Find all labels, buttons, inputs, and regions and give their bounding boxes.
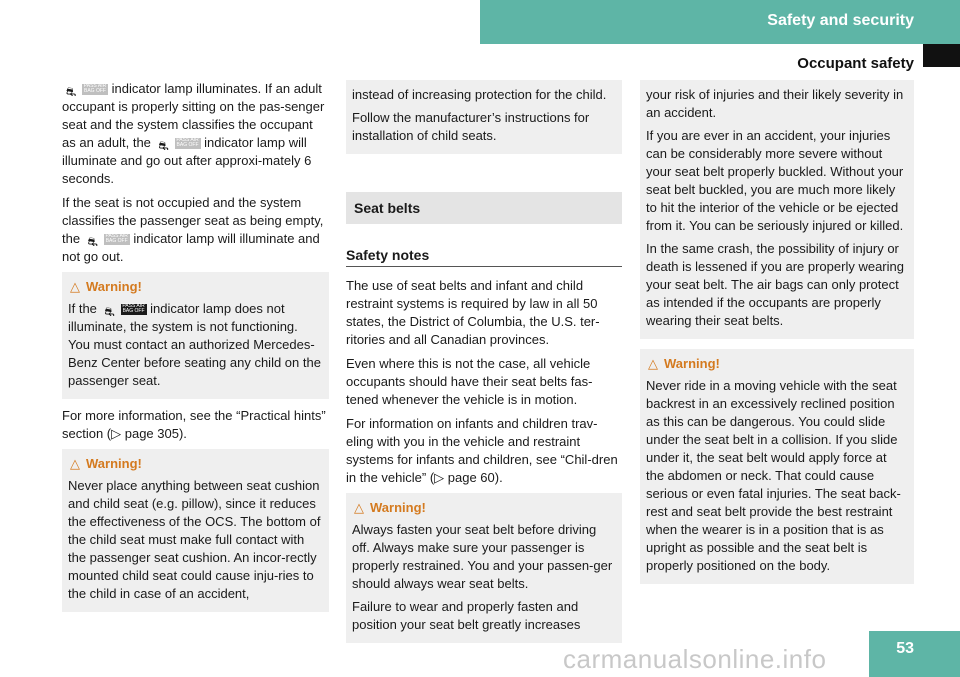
warning-box [346, 493, 622, 643]
warning-text: Failure to wear and properly fasten and position your seat belt greatly increases [352, 599, 581, 632]
subheading: Safety notes [346, 246, 622, 267]
section-title: Safety and security [767, 12, 914, 29]
warning-box [62, 272, 329, 399]
warning-heading: △ Warning! [70, 279, 142, 294]
warning-triangle-icon: △ [70, 279, 80, 294]
warning-heading: △ Warning! [70, 456, 142, 471]
subsection-title: Occupant safety [797, 55, 914, 72]
passenger-airbag-off-lamp-icon: ⛐ PASS AIR BAG OFF [104, 303, 145, 320]
page-number: 53 [896, 640, 914, 657]
warning-heading: △ Warning! [354, 500, 426, 515]
paragraph: For information on infants and children trav-eling with you in the vehicle and restraint systems for infants and children, see “Chil-dren in the vehicle” (▷ page 60). [346, 416, 618, 485]
warning-heading: △ Warning! [648, 356, 720, 371]
paragraph: Even where this is not the case, all vehicle occupants should have their seat belts fas-tened whenever the vehicle is in motion. [346, 356, 593, 407]
warning-triangle-icon: △ [354, 500, 364, 515]
warning-box [640, 349, 914, 584]
warning-triangle-icon: △ [70, 456, 80, 471]
continued-warning-box: your risk of injuries and their likely severity in an accident. If you are ever in an accident, your injuries can be considerably more severe without your seat belt properly buckled. Without your seat belt buckled, you are much more likely to hit the interior of the vehicle or be ejected from it. You can be seriously injured or killed. In the same crash, the possibility of injury or death is lessened if you are properly wearing your seat belt. The air bags can only protect as intended if the occupants are properly wearing their seat belts. [640, 80, 914, 339]
warning-text: Never place anything between seat cushion and child seat (e.g. pillow), since it reduces the effectiveness of the OCS. The bottom of the child seat must make full contact with the passenger seat cushion. An incor-rectly mounted child seat could cause inju-ries to the child in case of an accident, [68, 478, 321, 601]
watermark: carmanualsonline.info [563, 644, 827, 674]
header-marker [923, 44, 960, 67]
warning-box [62, 449, 329, 612]
column-2 [346, 80, 622, 651]
paragraph: For more information, see the “Practical hints” section (▷ page 305). [62, 408, 326, 441]
passenger-airbag-off-lamp-icon: ⛐ PASS AIR BAG OFF [65, 83, 107, 100]
continued-warning-box: instead of increasing protection for the child. Follow the manufacturer’s instructions for installation of child seats. [346, 80, 622, 154]
paragraph: If the seat is not occupied and the system classifies the passenger seat as being empty, the ⛐ PASS AIR BAG OFF indicator lamp will illuminate and not go out. [62, 195, 324, 264]
warning-text: Always fasten your seat belt before driving off. Always make sure your passenger is properly restrained. You and your passen-ger should always wear seat belts. [352, 522, 613, 591]
section-heading: Seat belts [346, 192, 622, 224]
passenger-airbag-off-lamp-icon: ⛐ PASS AIR BAG OFF [158, 137, 199, 154]
page-number-tab [869, 631, 960, 677]
warning-text: Never ride in a moving vehicle with the seat backrest in an excessively reclined position as this can be dangerous. You could slide under the seat belt in a collision. If you slide under it, the seat belt would apply force at the abdomen or neck. That could cause serious or even fatal injuries. The seat back-rest and seat belt provide the best restraint when the wearer is in a position that is as upright as possible and the seat belt is properly positioned on the body. [646, 378, 901, 573]
warning-text: If the ⛐ PASS AIR BAG OFF indicator lamp does not illuminate, the system is not functioning. You must contact an authorized Mercedes-Benz Center before seating any child on the passenger seat. [68, 301, 321, 388]
column-1 [62, 80, 329, 620]
warning-triangle-icon: △ [648, 356, 658, 371]
column-3 [640, 80, 914, 592]
passenger-airbag-off-lamp-icon: ⛐ PASS AIR BAG OFF [87, 233, 128, 250]
paragraph: The use of seat belts and infant and child restraint systems is required by law in all 50 states, the District of Columbia, the U.S. ter-ritories and all Canadian provinces. [346, 278, 600, 347]
paragraph: ⛐ PASS AIR BAG OFF indicator lamp illuminates. If an adult occupant is properly sitting on the pas-senger seat and the system classifies the occupant as an adult, the ⛐ PASS AIR BAG OFF indicator lamp will illuminate and go out after approxi-mately 6 seconds. [62, 81, 325, 186]
